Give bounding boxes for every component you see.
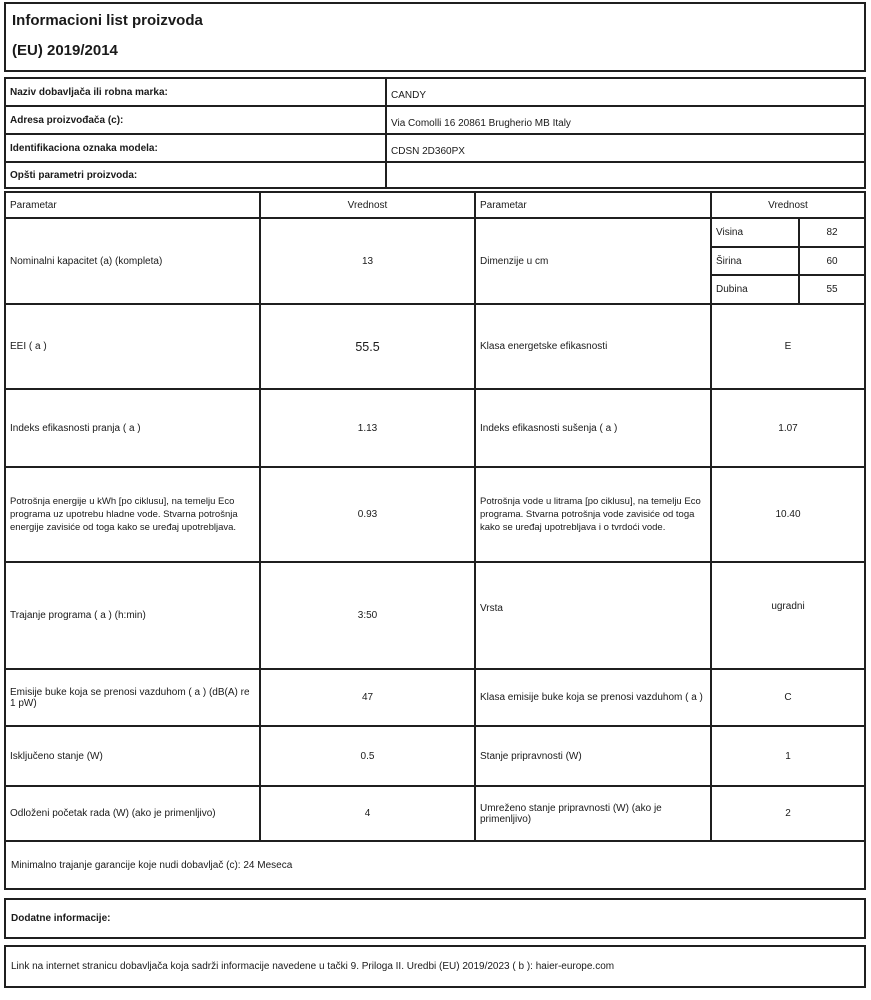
table-row <box>6 561 864 668</box>
model-identifier-value: CDSN 2D360PX <box>385 135 864 161</box>
table-row <box>6 105 864 133</box>
table-row <box>6 133 864 161</box>
parameter-label: Umreženo stanje pripravnosti (W) (ako je primenljivo) <box>474 787 710 840</box>
parameter-value: C <box>710 670 864 725</box>
parameter-value: E <box>710 305 864 388</box>
header-parameter-right: Parametar <box>474 193 710 217</box>
title-block <box>4 2 866 72</box>
table-row <box>6 303 864 388</box>
table-row <box>6 840 864 888</box>
manufacturer-address-label: Adresa proizvođača (c): <box>10 114 124 126</box>
dimension-value: 60 <box>798 248 864 275</box>
dimension-name: Visina <box>716 226 744 238</box>
general-parameters-label: Opšti parametri proizvoda: <box>10 169 138 181</box>
table-row <box>6 79 864 105</box>
parameter-label: Indeks efikasnosti pranja ( a ) <box>10 422 141 434</box>
parameter-label: Nominalni kapacitet (a) (kompleta) <box>10 255 163 267</box>
parameter-label: Klasa emisije buke koja se prenosi vazduhom ( a ) <box>474 670 710 725</box>
document-content <box>4 0 866 988</box>
parameter-value: 3:50 <box>259 563 474 668</box>
manufacturer-address-value: Via Comolli 16 20861 Brugherio MB Italy <box>385 107 864 133</box>
model-identifier-label: Identifikaciona oznaka modela: <box>10 142 158 154</box>
dimension-row <box>712 219 864 246</box>
parameter-label: Stanje pripravnosti (W) <box>474 727 710 785</box>
parameter-label: Potrošnja vode u litrama [po ciklusu], na temelju Eco programa. Stvarna potrošnja vode zavisiće od toga kako se uređaj upotrebljava i o tvrdoći vode. <box>474 468 710 561</box>
dimension-name: Dubina <box>716 284 748 296</box>
general-parameters-value <box>385 163 864 187</box>
parameter-label: Trajanje programa ( a ) (h:min) <box>10 610 146 621</box>
parameter-label: Indeks efikasnosti sušenja ( a ) <box>474 390 710 466</box>
parameter-value: 55.5 <box>259 305 474 388</box>
additional-info-label: Dodatne informacije: <box>11 913 111 924</box>
parameter-value: 1.07 <box>710 390 864 466</box>
parameter-label: Dimenzije u cm <box>474 219 710 303</box>
header-value-right: Vrednost <box>710 193 864 217</box>
dimension-row <box>712 274 864 303</box>
parameter-value: 47 <box>259 670 474 725</box>
parameter-label: Potrošnja energije u kWh [po ciklusu], na temelju Eco programa uz upotrebu hladne vode. Stvarna potrošnja energije zavisiće od toga kako se uređaj upotrebljava. <box>10 495 238 534</box>
parameter-value: 13 <box>259 219 474 303</box>
table-row <box>6 161 864 187</box>
parameter-label: Klasa energetske efikasnosti <box>474 305 710 388</box>
dimension-value: 55 <box>798 276 864 303</box>
table-row <box>6 725 864 785</box>
parameter-value: 0.93 <box>259 468 474 561</box>
table-row <box>6 217 864 303</box>
dimension-value: 82 <box>798 219 864 246</box>
table-header-row <box>6 193 864 217</box>
header-parameter-left: Parametar <box>10 199 57 211</box>
additional-info-box <box>4 898 866 939</box>
parameter-label: Odloženi početak rada (W) (ako je primenljivo) <box>10 808 216 819</box>
parameter-value: ugradni <box>710 563 864 668</box>
warranty-text: Minimalno trajanje garancije koje nudi dobavljač (c): 24 Meseca <box>11 859 293 871</box>
parameter-label: Emisije buke koja se prenosi vazduhom ( a ) (dB(A) re 1 pW) <box>10 686 250 709</box>
page-title: Informacioni list proizvoda <box>12 12 203 29</box>
table-row <box>6 668 864 725</box>
dimension-name: Širina <box>716 255 742 267</box>
parameter-label: Isključeno stanje (W) <box>10 750 103 762</box>
supplier-link-text: Link na internet stranicu dobavljača koja sadrži informacije navedene u tački 9. Priloga II. Uredbi (EU) 2019/2023 ( b ): haier-europe.com <box>11 961 615 972</box>
table-row <box>6 466 864 561</box>
parameter-value: 1 <box>710 727 864 785</box>
header-value-left: Vrednost <box>259 193 474 217</box>
dimensions-subtable <box>710 219 864 303</box>
regulation-number: (EU) 2019/2014 <box>12 42 118 59</box>
parameter-value: 0.5 <box>259 727 474 785</box>
table-row <box>6 785 864 840</box>
parameter-value: 4 <box>259 787 474 840</box>
table-row <box>6 388 864 466</box>
supplier-brand-value: CANDY <box>385 79 864 105</box>
supplier-info-table <box>4 77 866 189</box>
parameters-table <box>4 191 866 890</box>
supplier-link-box <box>4 945 866 988</box>
parameter-value: 1.13 <box>259 390 474 466</box>
dimension-row <box>712 246 864 275</box>
parameter-value: 10.40 <box>710 468 864 561</box>
parameter-value: 2 <box>710 787 864 840</box>
parameter-label: Vrsta <box>474 563 710 668</box>
supplier-brand-label: Naziv dobavljača ili robna marka: <box>10 86 168 98</box>
parameter-label: EEI ( a ) <box>10 341 47 352</box>
